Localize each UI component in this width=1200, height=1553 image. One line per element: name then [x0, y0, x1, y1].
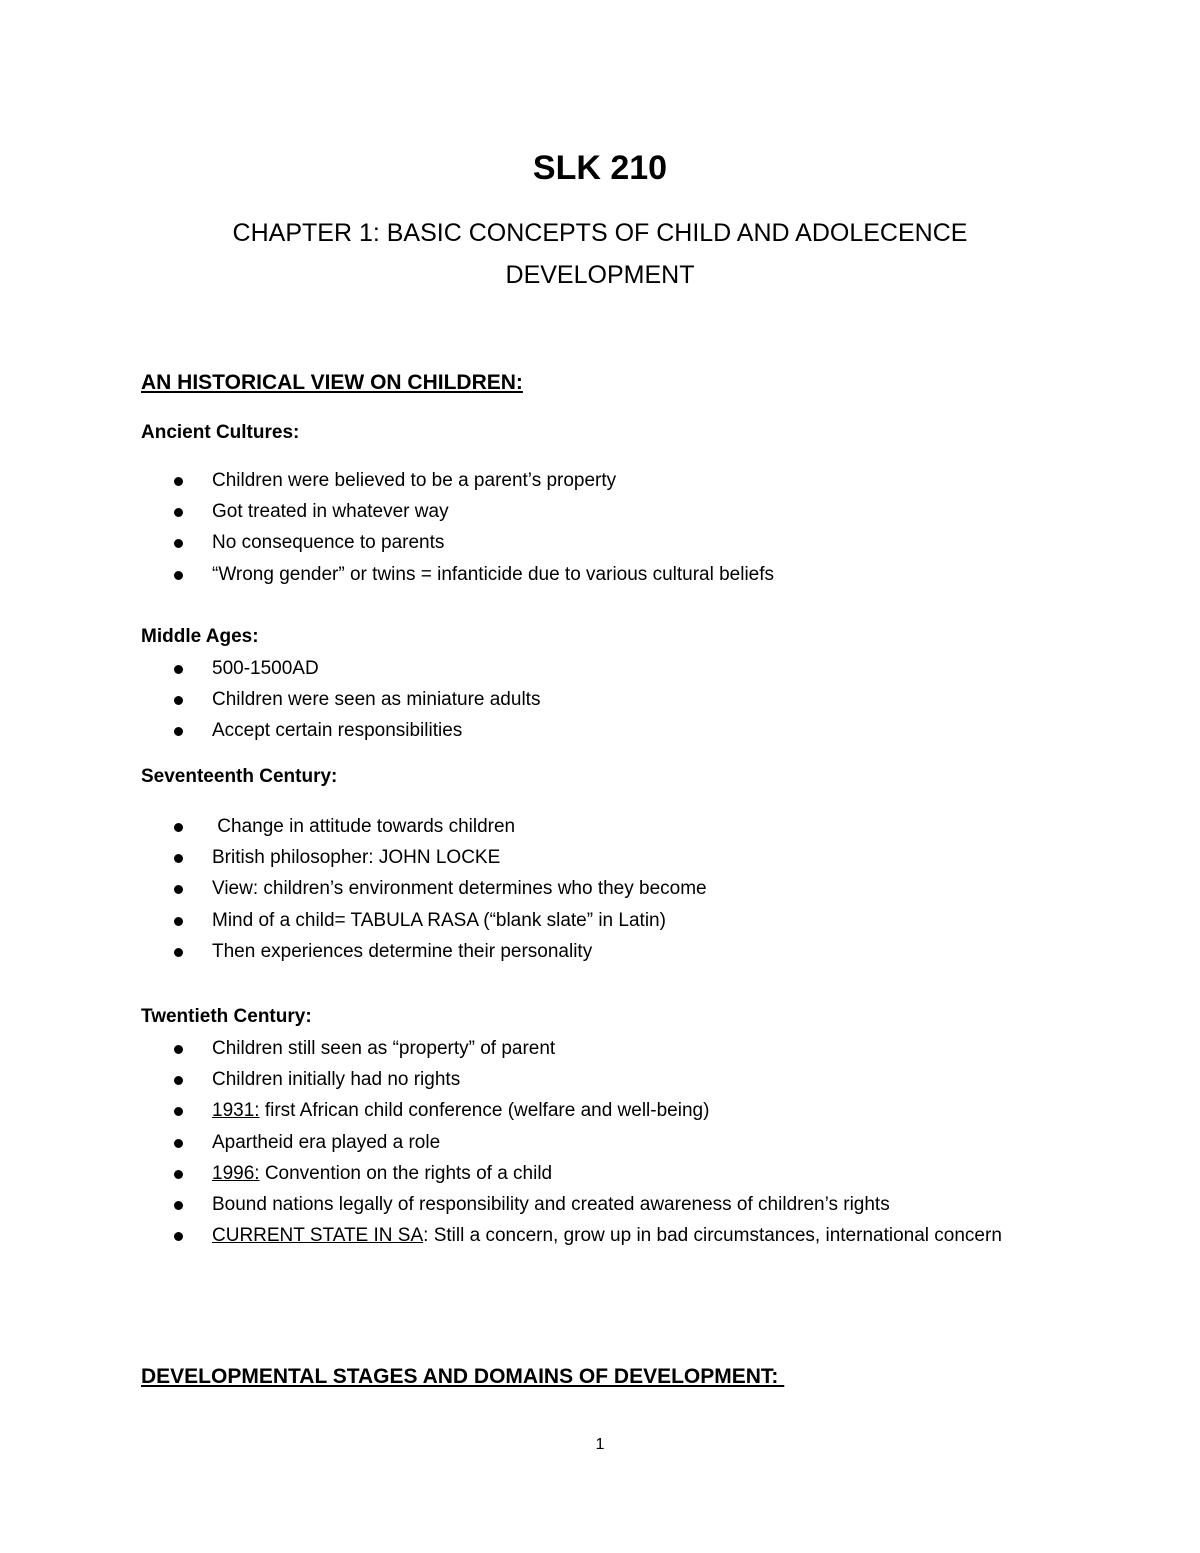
- list-item: 1931: first African child conference (welfare and well-being): [141, 1095, 1021, 1126]
- bullet-icon: [174, 508, 183, 517]
- list-item: Children were believed to be a parent’s property: [141, 465, 1021, 496]
- subheading-middle-ages: Middle Ages:: [141, 626, 259, 647]
- bullet-icon: [174, 1201, 183, 1210]
- current-state-label: CURRENT STATE IN SA: [212, 1225, 424, 1247]
- list-item: View: children’s environment determines who they become: [141, 873, 1021, 904]
- list-item: Change in attitude towards children: [141, 811, 1021, 842]
- bullet-icon: [174, 948, 183, 957]
- chapter-title-line2: DEVELOPMENT: [505, 261, 695, 289]
- list-twentieth-century: [141, 1033, 1021, 1251]
- bullet-icon: [174, 696, 183, 705]
- chapter-title-line1: CHAPTER 1: BASIC CONCEPTS OF CHILD AND ADOLECENCE: [232, 219, 968, 247]
- bullet-icon: [174, 854, 183, 863]
- bullet-icon: [174, 1107, 183, 1116]
- bullet-icon: [174, 1170, 183, 1179]
- list-item: CURRENT STATE IN SA: Still a concern, grow up in bad circumstances, international concern: [141, 1220, 1021, 1251]
- bullet-icon: [174, 823, 183, 832]
- list-item: Accept certain responsibilities: [141, 715, 1021, 746]
- bullet-icon: [174, 727, 183, 736]
- list-item: Mind of a child= TABULA RASA (“blank slate” in Latin): [141, 905, 1021, 936]
- bullet-icon: [174, 539, 183, 548]
- bullet-icon: [174, 885, 183, 894]
- year-1996-label: 1996:: [212, 1162, 260, 1184]
- chapter-title: [200, 212, 1000, 296]
- list-item: British philosopher: JOHN LOCKE: [141, 842, 1021, 873]
- year-1931-label: 1931:: [212, 1100, 260, 1122]
- bullet-icon: [174, 1139, 183, 1148]
- document-title: SLK 210: [532, 149, 668, 187]
- list-ancient-cultures: [141, 465, 1021, 590]
- bullet-icon: [174, 1232, 183, 1241]
- bullet-icon: [174, 1045, 183, 1054]
- section-heading-developmental: DEVELOPMENTAL STAGES AND DOMAINS OF DEVELOPMENT:: [141, 1365, 785, 1388]
- page-number: 1: [595, 1436, 605, 1453]
- list-middle-ages: [141, 653, 1021, 747]
- section-heading-historical: AN HISTORICAL VIEW ON CHILDREN:: [141, 371, 523, 394]
- list-item: 1996: Convention on the rights of a child: [141, 1158, 1021, 1189]
- list-item: Bound nations legally of responsibility and created awareness of children’s rights: [141, 1189, 1021, 1220]
- list-seventeenth-century: [141, 811, 1021, 967]
- list-item: Children were seen as miniature adults: [141, 684, 1021, 715]
- subheading-twentieth-century: Twentieth Century:: [141, 1006, 312, 1027]
- bullet-icon: [174, 1076, 183, 1085]
- bullet-icon: [174, 571, 183, 580]
- list-item: No consequence to parents: [141, 527, 1021, 558]
- subheading-ancient-cultures: Ancient Cultures:: [141, 422, 300, 443]
- bullet-icon: [174, 477, 183, 486]
- bullet-icon: [174, 665, 183, 674]
- list-item: Apartheid era played a role: [141, 1127, 1021, 1158]
- list-item: Then experiences determine their personality: [141, 936, 1021, 967]
- list-item: Got treated in whatever way: [141, 496, 1021, 527]
- list-item: 500-1500AD: [141, 653, 1021, 684]
- subheading-seventeenth-century: Seventeenth Century:: [141, 766, 338, 787]
- bullet-icon: [174, 917, 183, 926]
- list-item: Children initially had no rights: [141, 1064, 1021, 1095]
- list-item: “Wrong gender” or twins = infanticide due to various cultural beliefs: [141, 559, 1021, 590]
- list-item: Children still seen as “property” of parent: [141, 1033, 1021, 1064]
